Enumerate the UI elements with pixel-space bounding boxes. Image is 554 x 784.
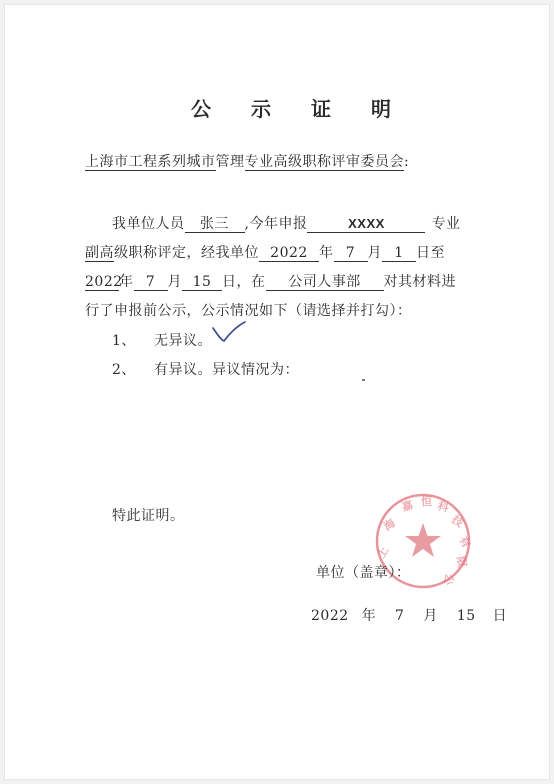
signature-label: 单位（盖章）： [316,565,411,581]
end-month: 7 [134,274,168,291]
option-text: 有异议。异议情况为： [154,362,299,378]
applicant-name: 张三 [185,216,245,233]
text-fragment: 月 [167,274,182,290]
checkmark-icon [211,320,247,344]
closing-text: 特此证明。 [112,508,185,524]
display-location: 公司人事部 [266,274,384,291]
text-fragment: ,今年申报 [244,216,308,232]
text-fragment: 级职称评定，经我单位 [114,245,259,261]
apply-field: XXXX [307,216,425,233]
date-year: 2022 [311,608,349,624]
svg-text:科: 科 [436,499,451,515]
text-fragment: 对其材料进 [383,274,456,290]
start-year: 2022 [259,245,319,262]
addressee-colon: : [404,154,410,170]
addressee-mgmt: 管理 [215,154,245,170]
text-fragment: 日，在 [222,274,266,290]
document-page [4,4,550,780]
svg-text:上: 上 [374,544,392,561]
svg-text:技: 技 [449,512,466,530]
start-month: 7 [334,245,368,262]
title-char: 示 [251,97,271,121]
ink-speck [362,379,365,381]
document-title [191,93,391,122]
svg-text:有: 有 [456,534,473,551]
para-line-1 [112,213,460,233]
svg-text:公: 公 [440,571,457,587]
option-number: 1、 [112,333,136,349]
start-day: 1 [382,245,416,262]
date-month-unit: 月 [423,608,438,624]
option-text: 无异议。 [154,333,212,349]
end-year: 2022 [85,274,123,290]
date-day-unit: 日 [492,608,508,624]
option-number: 2、 [112,362,136,378]
title-char: 证 [311,97,331,121]
text-fragment: 月 [367,245,382,261]
option-no-objection [112,330,212,350]
date-day: 15 [456,608,476,624]
text-fragment: 专业 [431,216,461,232]
date-year-unit: 年 [361,608,377,624]
para-line-2 [85,242,445,262]
issue-date [311,605,507,625]
svg-text:嘉: 嘉 [400,498,415,514]
para-line-4: 行了申报前公示，公示情况如下（请选择并打勾）： [85,303,412,319]
addressee-committee: 专业高级职称评审委员会 [244,154,404,170]
addressee-city: 上海市工程系列城市 [85,154,216,170]
option-objection [112,359,299,379]
text-fragment: 我单位人员 [112,216,185,232]
text-fragment: 年 [319,245,334,261]
text-fragment: 日至 [416,245,445,261]
para-line-3 [85,271,456,291]
svg-text:海: 海 [381,516,398,534]
text-fragment: 年 [119,274,134,290]
title-level: 副高 [85,245,114,261]
date-month: 7 [395,608,405,624]
title-char: 明 [371,97,391,121]
svg-text:限: 限 [454,555,469,569]
addressee-line [85,151,409,171]
svg-text:恒: 恒 [421,495,432,508]
title-char: 公 [191,97,211,121]
end-day: 15 [182,274,222,291]
